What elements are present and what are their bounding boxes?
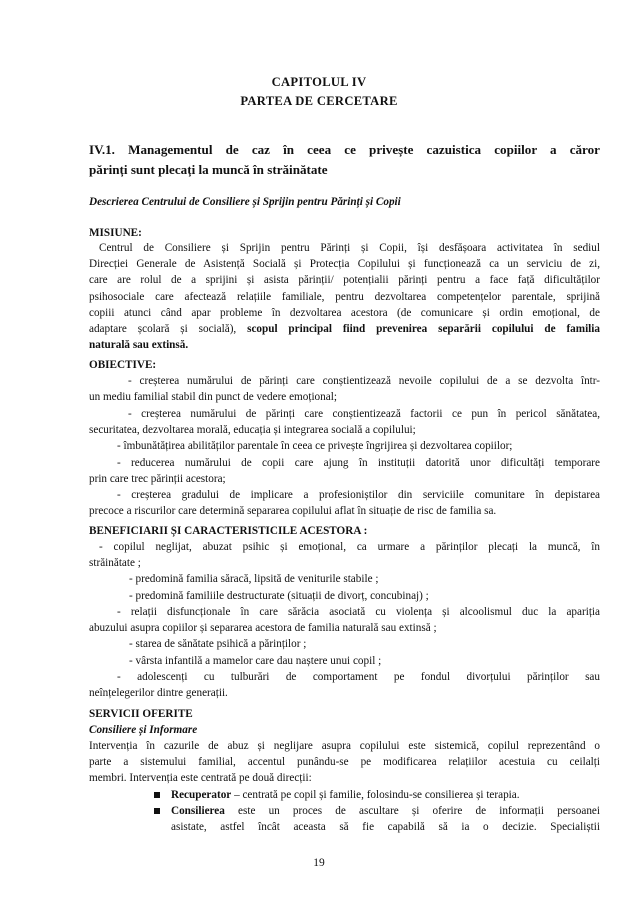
misiune-line-mixed [89,321,600,338]
chapter-title: PARTEA DE CERCETARE [240,94,398,108]
beneficiari-line: străinătate ; [89,557,141,569]
servicii-bullet [171,803,600,820]
misiune-line: care are rolul de a sprijini și asista părinții/ potențialii părinți pentru a face față dificultăților [89,274,600,286]
beneficiari-line: - relații disfuncționale în care sărăcia asociată cu violența și alcoolismul duc la apariția [117,606,600,618]
obiective-line: - îmbunătățirea abilităților parentale în ceea ce privește îngrijirea și dezvoltarea copiilor; [117,440,513,452]
square-bullet-icon [154,792,160,798]
section-heading-line-1: IV.1. Managementul de caz în ceea ce privește cazuistica copiilor a căror [89,142,600,157]
obiective-line: - creșterea gradului de implicare a profesioniștilor din serviciile comunitare în depistarea [117,489,600,501]
square-bullet-icon [154,808,160,814]
obiective-line: precoce a riscurilor care determină separarea copilului aflat în situație de risc de familia sa. [89,505,497,517]
obiective-line: - reducerea numărului de copii care ajung în instituții datorită unor dificultăți temporare [117,457,600,469]
chapter-number: CAPITOLUL IV [271,75,367,89]
misiune-line: Centrul de Consiliere și Sprijin pentru Părinți și Copii, își desfășoara activitatea în sediul [99,242,600,254]
bullet-text: este un proces de ascultare și oferire de informații persoanei [224,805,600,817]
beneficiari-line: - adolescenți cu tulburări de comportament pe fondul divorțului părinților sau [117,671,600,683]
section-heading-line-2: părinți sunt plecați la muncă în străinătate [89,162,328,177]
obiective-line: securitatea, dezvoltarea morală, educația și integrarea socială a copilului; [89,424,416,436]
misiune-last-bold: scopul principal fiind prevenirea separării copilului de familia [247,323,600,335]
beneficiari-line: - starea de sănătate psihică a părinților ; [129,638,307,650]
obiective-line: prin care trec părinții acestora; [89,473,226,485]
bullet-bold-term: Consilierea [171,805,225,817]
servicii-line: parte a sistemului familial, accentul punându-se pe modificarea relațiilor acestuia cu ceilalți [89,756,600,768]
misiune-line: Direcției Generale de Asistență Socială și Protecția Copilului și funcționează ca un serviciu de zi, [89,258,600,270]
bullet-bold-term: Recuperator [171,789,232,801]
beneficiari-heading: BENEFICIARII ȘI CARACTERISTICILE ACESTORA : [89,525,368,537]
servicii-heading: SERVICII OFERITE [89,708,193,720]
servicii-line: membri. Intervenția este centrată pe două direcții: [89,772,312,784]
bullet-text: – centrată pe copil și familie, folosindu-se consilierea și terapia. [231,789,520,801]
servicii-bullet-continuation: asistate, astfel încât aceasta să fie capabilă să ia o decizie. Specialiștii [171,821,600,833]
servicii-line: Intervenția în cazurile de abuz și neglijare asupra copilului este sistemică, copilul reprezentând o [89,740,600,752]
beneficiari-line: - predomină familia săracă, lipsită de veniturile stabile ; [129,573,379,585]
misiune-line: copiii atunci când apar probleme în dezvoltarea acestora (de comunicare și ordin emoțional, de [89,307,600,319]
obiective-line: un mediu familial stabil din punct de vedere emoțional; [89,391,337,403]
misiune-last-normal: adaptare școlară și socială), [89,323,237,335]
servicii-subheading: Consiliere și Informare [89,724,198,736]
servicii-bullet [171,787,600,804]
misiune-final-bold: naturală sau extinsă. [89,339,189,351]
obiective-heading: OBIECTIVE: [89,359,157,371]
beneficiari-line: abuzului asupra copiilor și separarea acestora de familia naturală sau extinsă ; [89,622,437,634]
obiective-line: - creșterea numărului de părinți care conștientizează nevoile copilului de a se dezvolta într- [128,375,600,387]
beneficiari-line: neînțelegerilor dintre generații. [89,687,228,699]
beneficiari-line: - vârsta infantilă a mamelor care dau naștere unui copil ; [129,655,382,667]
misiune-heading: MISIUNE: [89,227,142,239]
obiective-line: - creșterea numărului de părinți care conștientizează factorii ce pun în pericol sănătatea, [128,408,600,420]
beneficiari-line: - copilul neglijat, abuzat psihic și emoțional, ca urmare a părinților plecați la muncă, în [99,541,600,553]
page-number: 19 [313,857,325,869]
beneficiari-line: - predomină familiile destructurate (situații de divorț, concubinaj) ; [129,590,429,602]
misiune-line: psihosociale care afectează relațiile familiale, pentru dezvoltarea competențelor parentale, sprijină [89,291,600,303]
section-subtitle: Descrierea Centrului de Consiliere și Sprijin pentru Părinți și Copii [89,196,401,208]
